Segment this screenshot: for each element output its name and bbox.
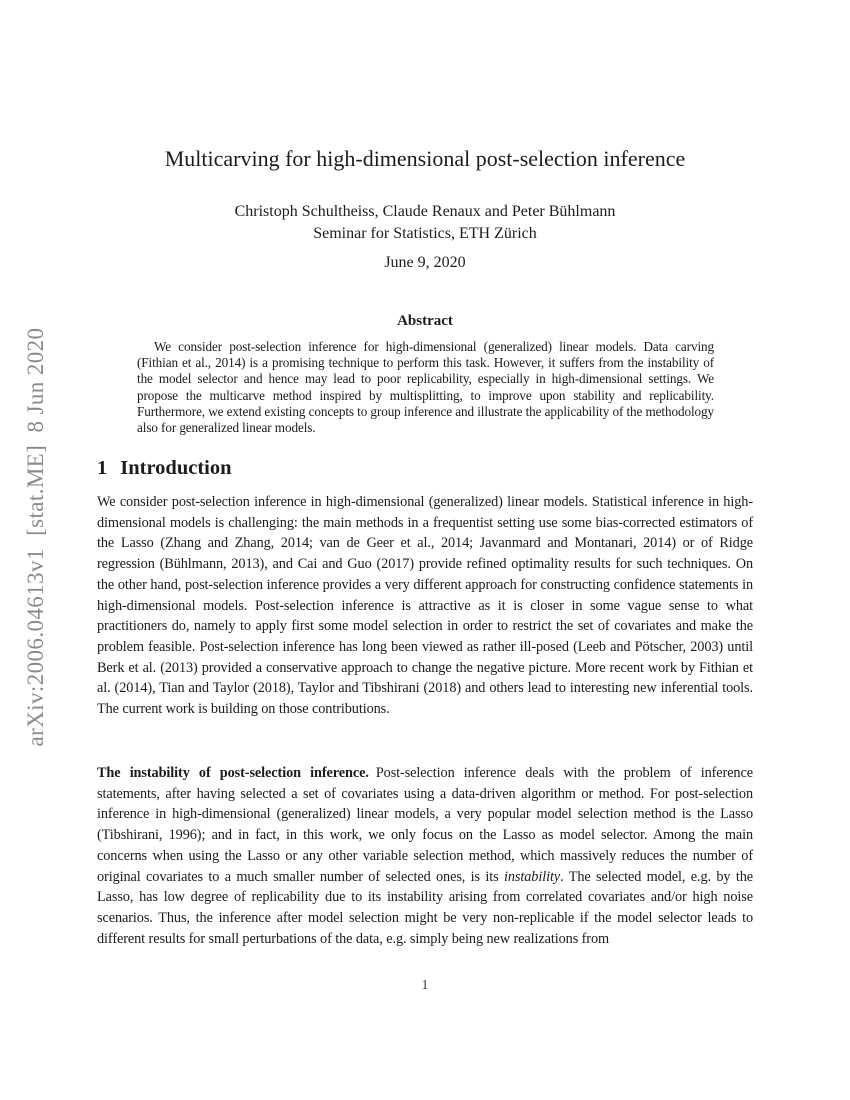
paragraph-body-post: . The selected model, e.g. by the Lasso, has low degree of replicability due to its instability arising from correlated covariates and/or high noise scenarios. Thus, the inference after model selection might be very non-replicable if the model selector leads to different results for small perturbations of the data, e.g. simply being new realizations from [97, 868, 753, 947]
section-heading-introduction [97, 457, 232, 480]
paragraph-body-pre: Post-selection inference deals with the problem of inference statements, after having selected a set of covariates using a data-driven algorithm or method. For post-selection inference in high-dimensional (generalized) linear models, a very popular model selection method is the Lasso (Tibshirani, 1996); and in fact, in this work, we only focus on the Lasso as model selector. Among the main concerns when using the Lasso or any other variable selection method, which massively reduces the number of original covariates to a much smaller number of selected ones, is its [97, 765, 753, 885]
paper-title: Multicarving for high-dimensional post-selection inference [164, 146, 686, 171]
paragraph-lead-in: The instability of post-selection inference. [97, 765, 369, 781]
abstract-text: We consider post-selection inference for high-dimensional (generalized) linear models. Data carving (Fithian et al., 2014) is a promising technique to perform this task. However, it suffers from the instability of the model selector and hence may lead to poor replicability, especially in high-dimensional settings. We propose the multicarve method inspired by multisplitting, to improve upon stability and replicability. Furthermore, we extend existing concepts to group inference and illustrate the applicability of the methodology also for generalized linear models. [137, 339, 714, 436]
intro-paragraph-2 [97, 763, 753, 949]
intro-paragraph-1: We consider post-selection inference in high-dimensional (generalized) linear models. Statistical inference in high-dimensional models is challenging: the main methods in a frequentist setting use some bias-corrected estimators of the Lasso (Zhang and Zhang, 2014; van de Geer et al., 2014; Javanmard and Montanari, 2014) or of Ridge regression (Bühlmann, 2013), and Cai and Guo (2017) provide refined optimality results for such techniques. On the other hand, post-selection inference provides a very different approach for constructing confidence statements in high-dimensional models. Post-selection inference is attractive as it is closer in some vague sense to what practitioners do, namely to apply first some model selection in order to restrict the set of covariates and make the problem feasible. Post-selection inference has long been viewed as rather ill-posed (Leeb and Pötscher, 2003) until Berk et al. (2013) provided a conservative approach to change the negative picture. More recent work by Fithian et al. (2014), Tian and Taylor (2018), Taylor and Tibshirani (2018) and others lead to interesting new inferential tools. The current work is building on those contributions. [97, 494, 753, 718]
abstract-heading: Abstract [397, 313, 453, 329]
section-title: Introduction [120, 457, 232, 479]
italic-term-instability: instability [504, 868, 561, 885]
paper-authors: Christoph Schultheiss, Claude Renaux and Peter Bühlmann [234, 203, 616, 220]
arxiv-watermark: arXiv:2006.04613v1 [stat.ME] 8 Jun 2020 [23, 327, 48, 747]
page-number: 1 [421, 977, 429, 992]
author-block [0, 201, 850, 245]
section-number: 1 [97, 457, 108, 479]
paper-date: June 9, 2020 [384, 254, 466, 271]
paper-affiliation: Seminar for Statistics, ETH Zürich [313, 225, 537, 242]
